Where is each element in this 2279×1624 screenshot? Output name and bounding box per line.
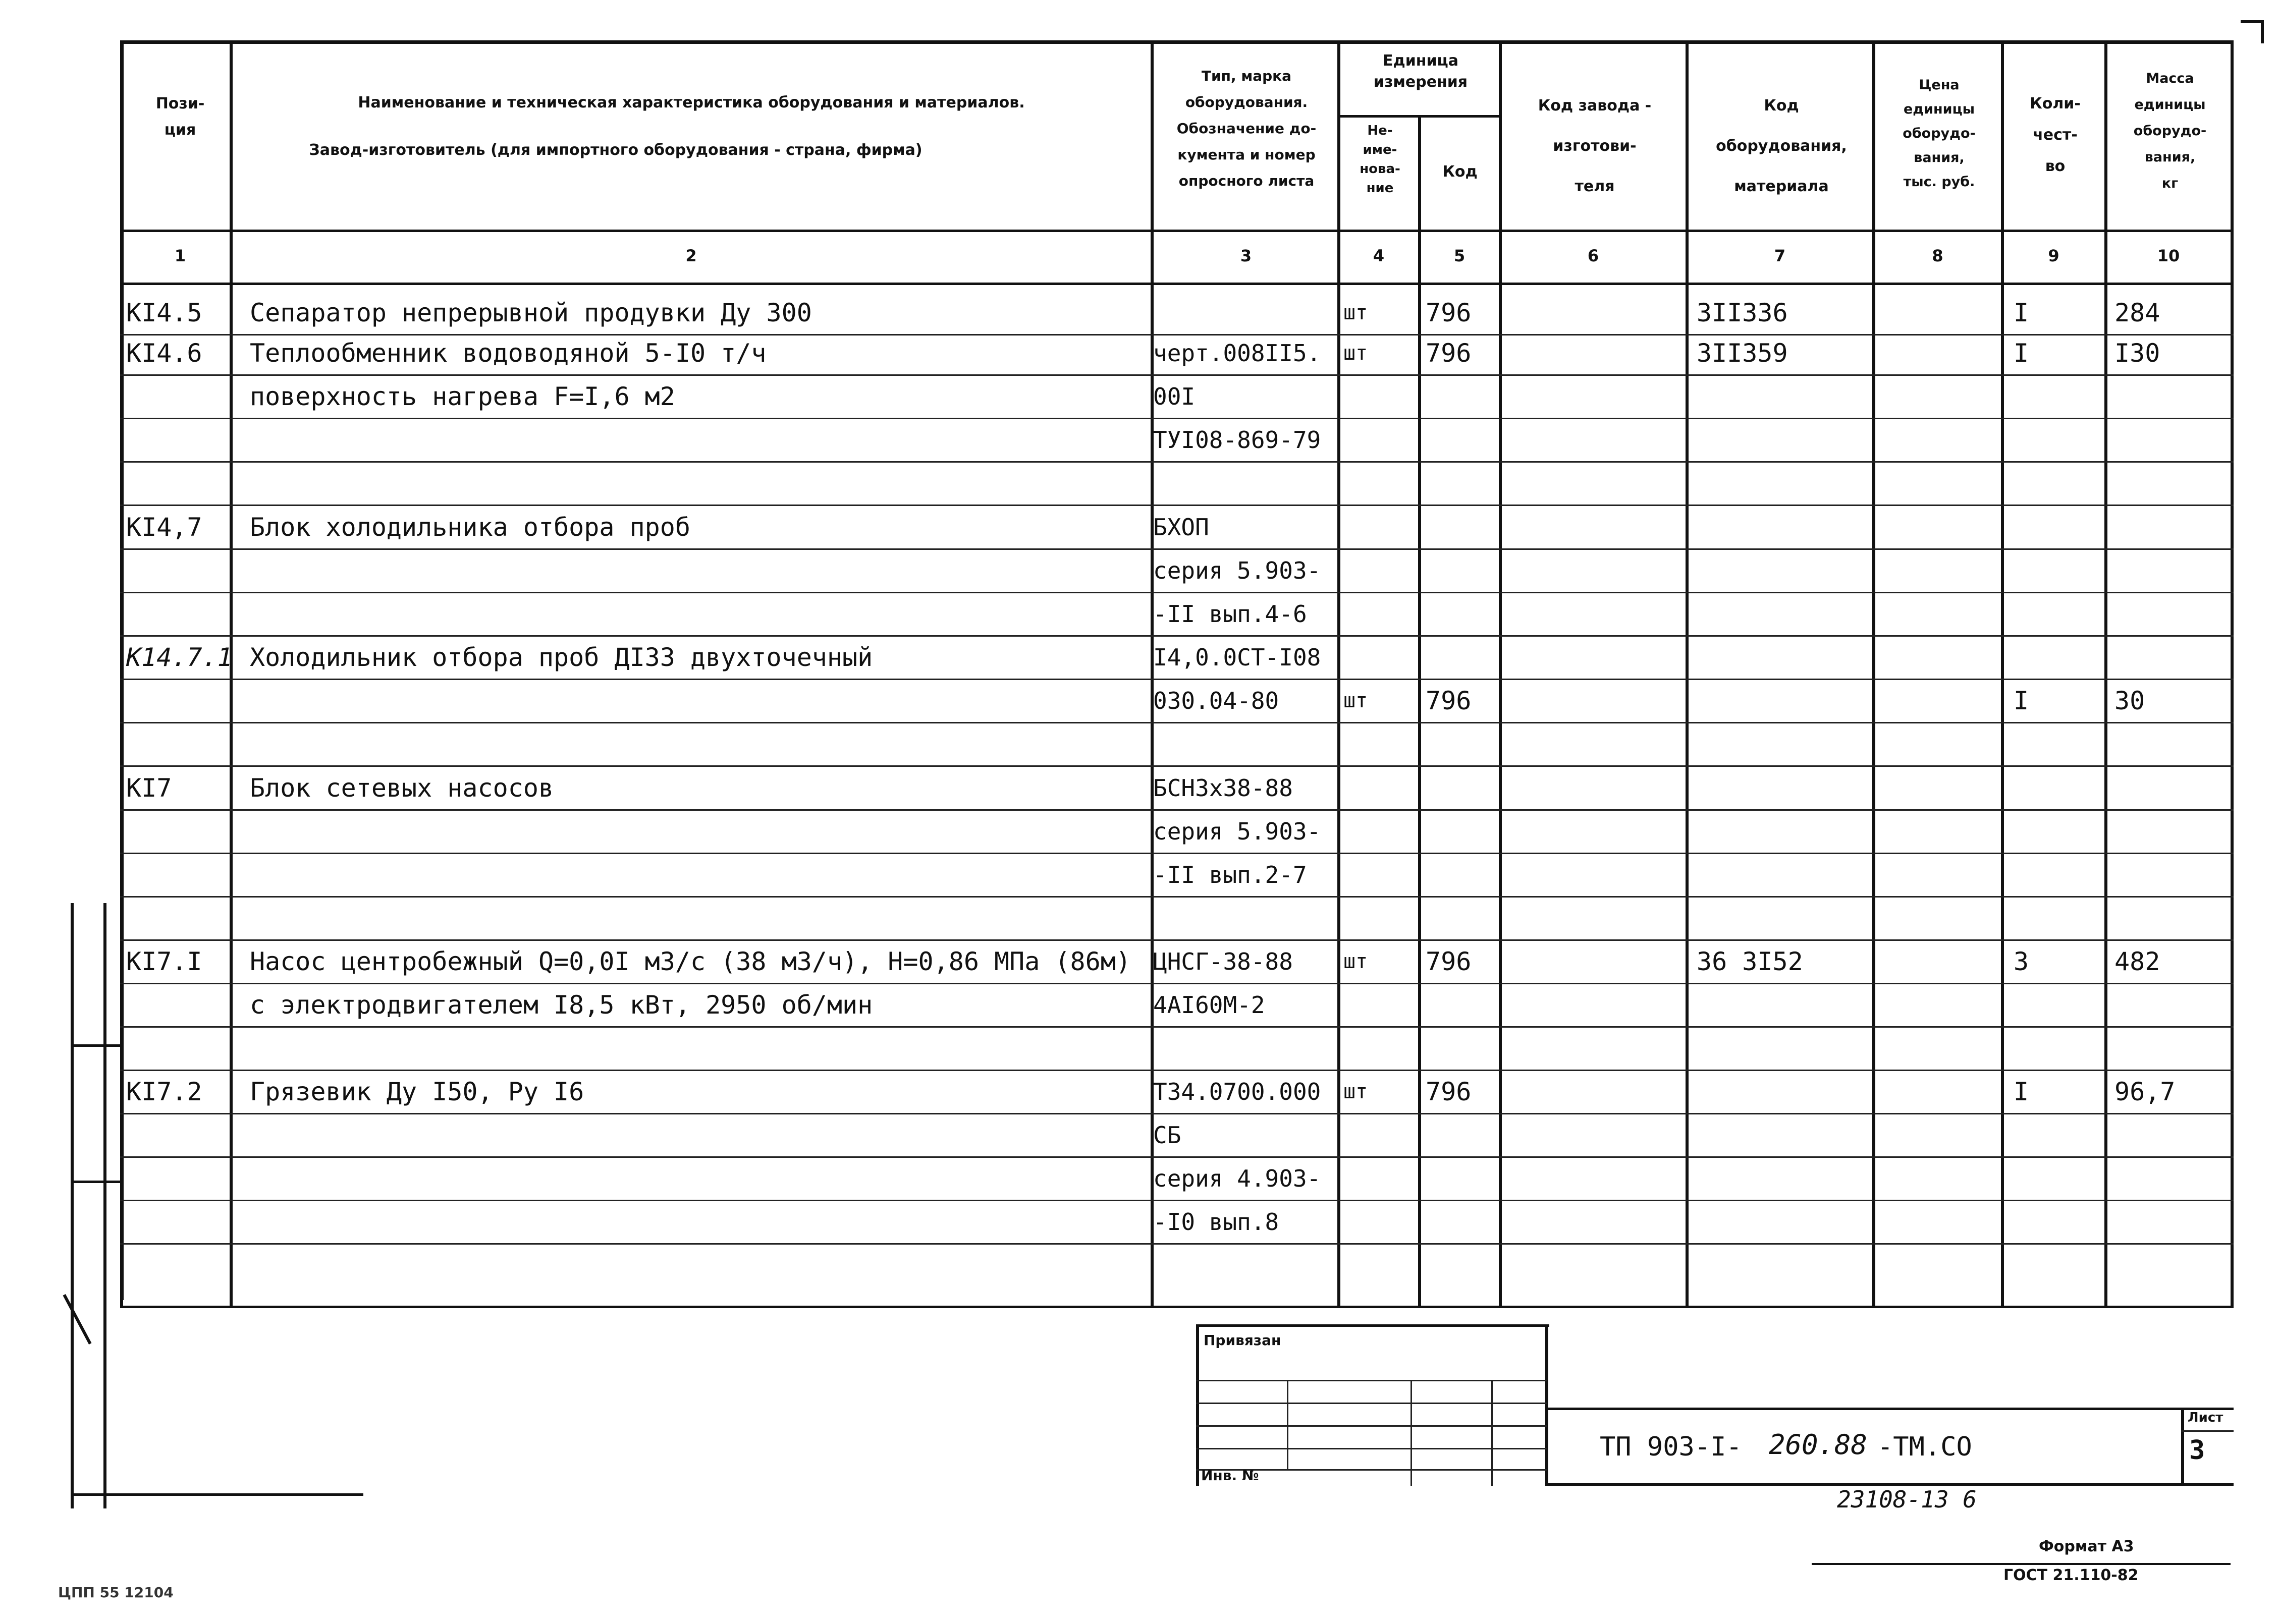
cell-type: серия 5.903- — [1153, 557, 1321, 584]
colnum-6: 6 — [1587, 246, 1599, 265]
cell-unit-code: 796 — [1426, 339, 1472, 368]
row-divider — [120, 809, 2234, 811]
col-line-8 — [2001, 40, 2004, 1307]
header-quantity: Коли- чест- во — [2030, 95, 2081, 175]
colnum-1: 1 — [174, 246, 186, 265]
col-line-6 — [1686, 40, 1689, 1307]
row-divider — [120, 334, 2234, 335]
sheet-box-divider — [2181, 1430, 2234, 1432]
left-code-label: ЦПП 55 12104 — [58, 1584, 174, 1601]
cell-quantity: I — [2014, 686, 2029, 715]
stamp-left-line — [1196, 1324, 1199, 1486]
row-divider — [120, 679, 2234, 680]
row-divider — [120, 765, 2234, 767]
cell-unit-code: 796 — [1426, 1077, 1472, 1106]
stamp-grid-v1 — [1287, 1380, 1288, 1471]
document-code-suffix: -ТМ.СО — [1877, 1432, 1972, 1462]
cell-quantity: I — [2014, 339, 2029, 368]
header-name-line1: Наименование и техническая характеристика оборудования и материалов. — [358, 94, 1025, 111]
stamp-grid-4 — [1196, 1448, 1547, 1449]
margin-strip-outer — [71, 903, 74, 1508]
cell-type: 00I — [1153, 383, 1196, 410]
format-line — [1812, 1563, 2231, 1565]
cell-type: СБ — [1153, 1122, 1181, 1149]
cell-name: Холодильник отбора проб ДI33 двухточечный — [250, 643, 873, 672]
cell-quantity: I — [2014, 298, 2029, 327]
cell-name: Блок холодильника отбора проб — [250, 513, 690, 542]
cell-position: КI4.5 — [126, 298, 202, 327]
cell-position: КI4.6 — [126, 339, 202, 368]
cell-type: ТУI08-869-79 — [1153, 426, 1321, 454]
header-mass: Масса единицы оборудо- вания, кг — [2133, 71, 2207, 191]
gost-label: ГОСТ 21.110-82 — [2003, 1566, 2139, 1584]
header-type: Тип, марка оборудования. Обозначение до- кумента и номер опросного листа — [1176, 68, 1317, 189]
cell-type: -I0 вып.8 — [1153, 1208, 1279, 1236]
cell-equipment-code: 36 3I52 — [1697, 947, 1803, 976]
cell-type: ЦНСГ-38-88 — [1153, 948, 1293, 975]
cell-unit-code: 796 — [1426, 947, 1472, 976]
row-divider — [120, 592, 2234, 593]
row-divider — [120, 374, 2234, 376]
scan-mark-diagonal — [63, 1294, 92, 1345]
cell-mass: 284 — [2114, 298, 2160, 327]
col-line-7 — [1872, 40, 1875, 1307]
cell-quantity: I — [2014, 1077, 2029, 1106]
cell-position: КI7 — [126, 773, 172, 803]
row-divider — [120, 1026, 2234, 1028]
margin-strip-inner — [103, 903, 106, 1508]
cell-equipment-code: 3II359 — [1697, 339, 1788, 368]
cell-unit-code: 796 — [1426, 686, 1472, 715]
row-divider — [120, 1070, 2234, 1071]
cell-name: с электродвигателем I8,5 кВт, 2950 об/мин — [250, 990, 873, 1020]
cell-unit-name: шт — [1343, 689, 1368, 712]
cell-unit-name: шт — [1343, 301, 1368, 324]
header-factory-code: Код завода - изготови- теля — [1538, 97, 1652, 195]
stamp-grid-3 — [1196, 1425, 1547, 1427]
row-divider — [120, 461, 2234, 463]
stamp-top-line — [1196, 1324, 1549, 1327]
row-divider — [120, 505, 2234, 506]
margin-line-2 — [71, 1181, 121, 1183]
cell-type: черт.008II5. — [1153, 340, 1321, 367]
cell-position: КI4,7 — [126, 513, 202, 542]
cell-type: -II вып.2-7 — [1153, 861, 1307, 888]
cell-name: Теплообменник водоводяной 5-I0 т/ч — [250, 339, 767, 368]
cell-type: Т34.0700.000 — [1153, 1078, 1321, 1105]
cell-name: Сепаратор непрерывной продувки Ду 300 — [250, 298, 812, 327]
header-unit-code: Код — [1442, 163, 1478, 181]
header-bottom-line — [120, 230, 2234, 232]
document-code-prefix: ТП 903-I- — [1600, 1432, 1742, 1462]
header-price: Цена единицы оборудо- вания, тыс. руб. — [1903, 77, 1976, 190]
colnum-7: 7 — [1774, 246, 1786, 265]
row-divider — [120, 548, 2234, 550]
cell-type: -II вып.4-6 — [1153, 600, 1307, 628]
cell-unit-name: шт — [1343, 1080, 1368, 1103]
cell-mass: 96,7 — [2114, 1077, 2176, 1106]
cell-position: КI7.I — [126, 947, 202, 976]
cell-quantity: 3 — [2014, 947, 2029, 976]
cell-type: 4АI60М-2 — [1153, 991, 1265, 1019]
margin-line-3 — [71, 1493, 363, 1496]
sheet-box-left — [2181, 1408, 2184, 1483]
cell-mass: 482 — [2114, 947, 2160, 976]
colnum-3: 3 — [1240, 246, 1252, 265]
stamp-grid-v2 — [1410, 1380, 1412, 1486]
header-equipment-code: Код оборудования, материала — [1716, 97, 1847, 195]
stamp-grid-1 — [1196, 1380, 1547, 1381]
cell-unit-code: 796 — [1426, 298, 1472, 327]
row-divider — [120, 418, 2234, 419]
format-label: Формат А3 — [2039, 1538, 2134, 1555]
header-unit-group: Единица измерения — [1373, 52, 1468, 91]
colnum-9: 9 — [2048, 246, 2059, 265]
cell-type: I4,0.0СТ-I08 — [1153, 644, 1321, 671]
colnum-10: 10 — [2157, 246, 2180, 265]
stamp-right-line — [1545, 1324, 1548, 1486]
row-divider — [120, 1113, 2234, 1114]
cell-name: поверхность нагрева F=I,6 м2 — [250, 382, 675, 411]
row-divider — [120, 722, 2234, 723]
table-bottom-line — [120, 1306, 2234, 1308]
cell-unit-name: шт — [1343, 950, 1368, 973]
scan-mark-corner — [2241, 20, 2264, 43]
cell-mass: I30 — [2114, 339, 2160, 368]
row-divider — [120, 1200, 2234, 1201]
header-unit-name: Не- име- нова- ние — [1360, 123, 1400, 196]
col-line-4 — [1418, 115, 1421, 1307]
col-line-9 — [2104, 40, 2107, 1307]
cell-equipment-code: 3II336 — [1697, 298, 1788, 327]
cell-unit-name: шт — [1343, 342, 1368, 365]
colnum-8: 8 — [1932, 246, 1943, 265]
row-divider — [120, 939, 2234, 941]
row-divider — [120, 896, 2234, 898]
col-line-3 — [1337, 40, 1340, 1307]
document-code-number: 260.88 — [1769, 1429, 1868, 1461]
cell-type: БХОП — [1153, 514, 1209, 541]
cell-mass: 30 — [2114, 686, 2145, 715]
archive-number: 23108-13 6 — [1837, 1486, 1977, 1513]
sheet-label: Лист — [2188, 1410, 2223, 1425]
col-line-5 — [1499, 40, 1502, 1307]
header-position: Пози- ция — [155, 95, 205, 139]
cell-name: Насос центробежный Q=0,0I м3/с (38 м3/ч), Н=0,86 МПа (86м) — [250, 947, 1131, 976]
cell-type: серия 5.903- — [1153, 818, 1321, 845]
col-line-1 — [230, 40, 233, 1307]
row-divider — [120, 983, 2234, 984]
cell-position: К14.7.1 — [126, 643, 233, 672]
sheet-number: 3 — [2189, 1435, 2205, 1466]
inventory-label: Инв. № — [1201, 1467, 1259, 1484]
cell-type: 030.04-80 — [1153, 687, 1279, 714]
cell-name: Грязевик Ду I50, Ру I6 — [250, 1077, 584, 1106]
cell-type: БСН3х38-88 — [1153, 774, 1293, 802]
colnum-2: 2 — [685, 246, 697, 265]
colnum-4: 4 — [1373, 246, 1385, 265]
row-divider — [120, 1243, 2234, 1245]
stamp-grid-v3 — [1491, 1380, 1493, 1486]
row-divider — [120, 853, 2234, 854]
stamp-grid-2 — [1196, 1403, 1547, 1404]
col-line-2 — [1151, 40, 1154, 1307]
colnum-bottom-line — [120, 283, 2234, 285]
colnum-5: 5 — [1453, 246, 1466, 265]
cell-type: серия 4.903- — [1153, 1165, 1321, 1192]
row-divider — [120, 1156, 2234, 1158]
margin-line-1 — [71, 1044, 121, 1047]
cell-position: КI7.2 — [126, 1077, 202, 1106]
row-divider — [120, 635, 2234, 637]
privyazan-label: Привязан — [1204, 1332, 1281, 1349]
cell-name: Блок сетевых насосов — [250, 773, 554, 803]
titleblock-top-line — [1545, 1408, 2234, 1410]
header-name-line2: Завод-изготовитель (для импортного оборудования - страна, фирма) — [309, 141, 923, 159]
